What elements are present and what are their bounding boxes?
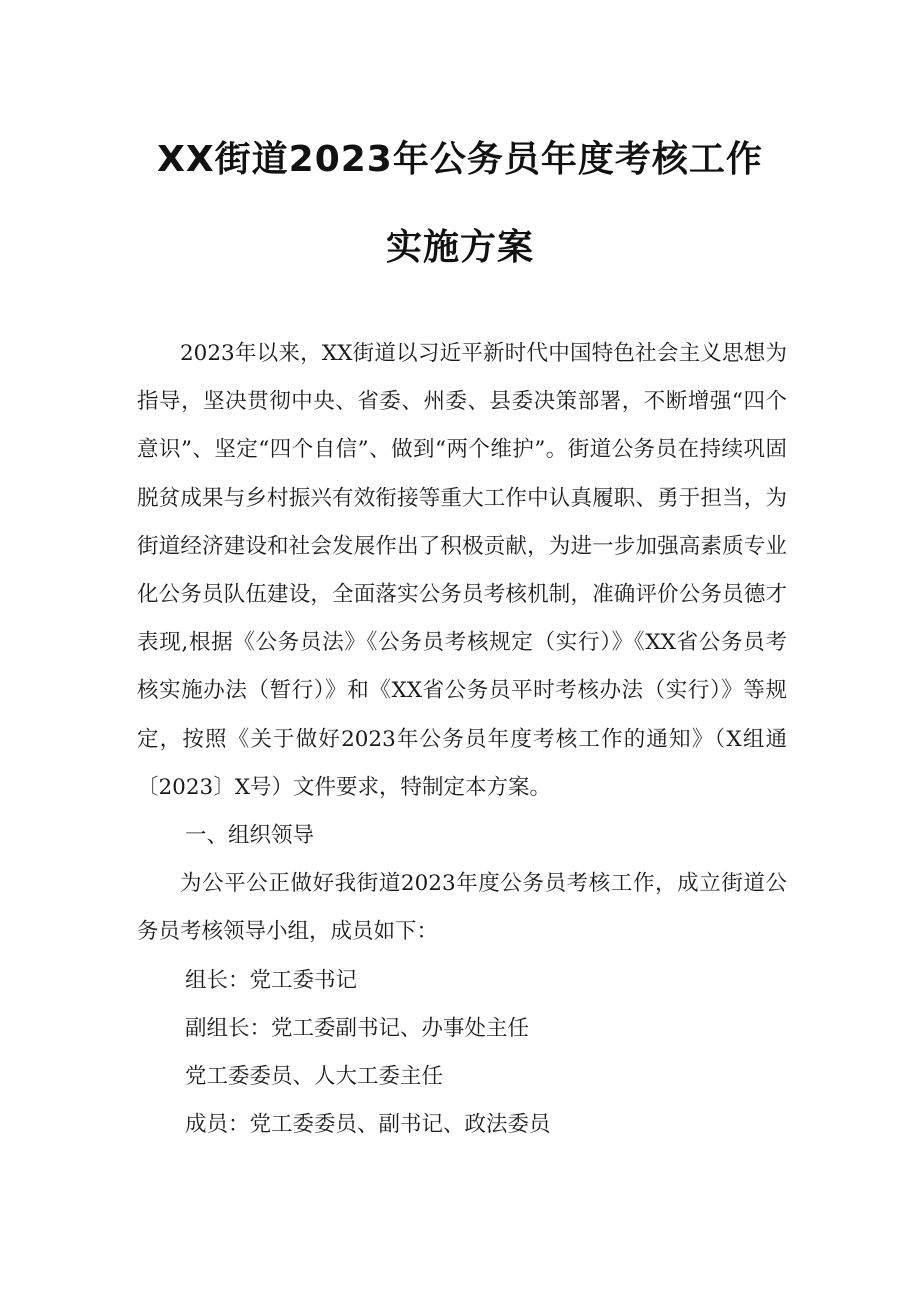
document-title-line-1: XX街道2023年公务员年度考核工作	[157, 139, 763, 180]
document-title-line-2: 实施方案	[385, 227, 534, 268]
section-heading-organization: 一、组织领导	[185, 823, 315, 849]
group-leader-line: 组长：党工委书记	[185, 967, 358, 993]
members-line: 成员：党工委委员、副书记、政法委员	[185, 1112, 551, 1138]
organization-paragraph: 为公平公正做好我街道2023年度公务员考核工作，成立街道公务员考核领导小组，成员如下：	[137, 871, 787, 945]
deputy-leader-line-2: 党工委委员、人大工委主任	[185, 1064, 444, 1090]
document-body	[137, 330, 787, 1149]
deputy-leader-line: 副组长：党工委副书记、办事处主任	[185, 1015, 530, 1041]
intro-paragraph: 2023年以来，XX街道以习近平新时代中国特色社会主义思想为指导，坚决贯彻中央、省委、州委、县委决策部署，不断增强“四个意识”、坚定“四个自信”、做到“两个维护”。街道公务员在持续巩固脱贫成果与乡村振兴有效衔接等重大工作中认真履职、勇于担当，为街道经济建设和社会发展作出了积极贡献，为进一步加强高素质专业化公务员队伍建设，全面落实公务员考核机制，准确评价公务员德才表现,根据《公务员法》《公务员考核规定（实行）》《XX省公务员考核实施办法（暂行）》和《XX省公务员平时考核办法（实行）》等规定，按照《关于做好2023年公务员年度考核工作的通知》（X组通〔2023〕X号）文件要求，特制定本方案。	[137, 341, 787, 800]
